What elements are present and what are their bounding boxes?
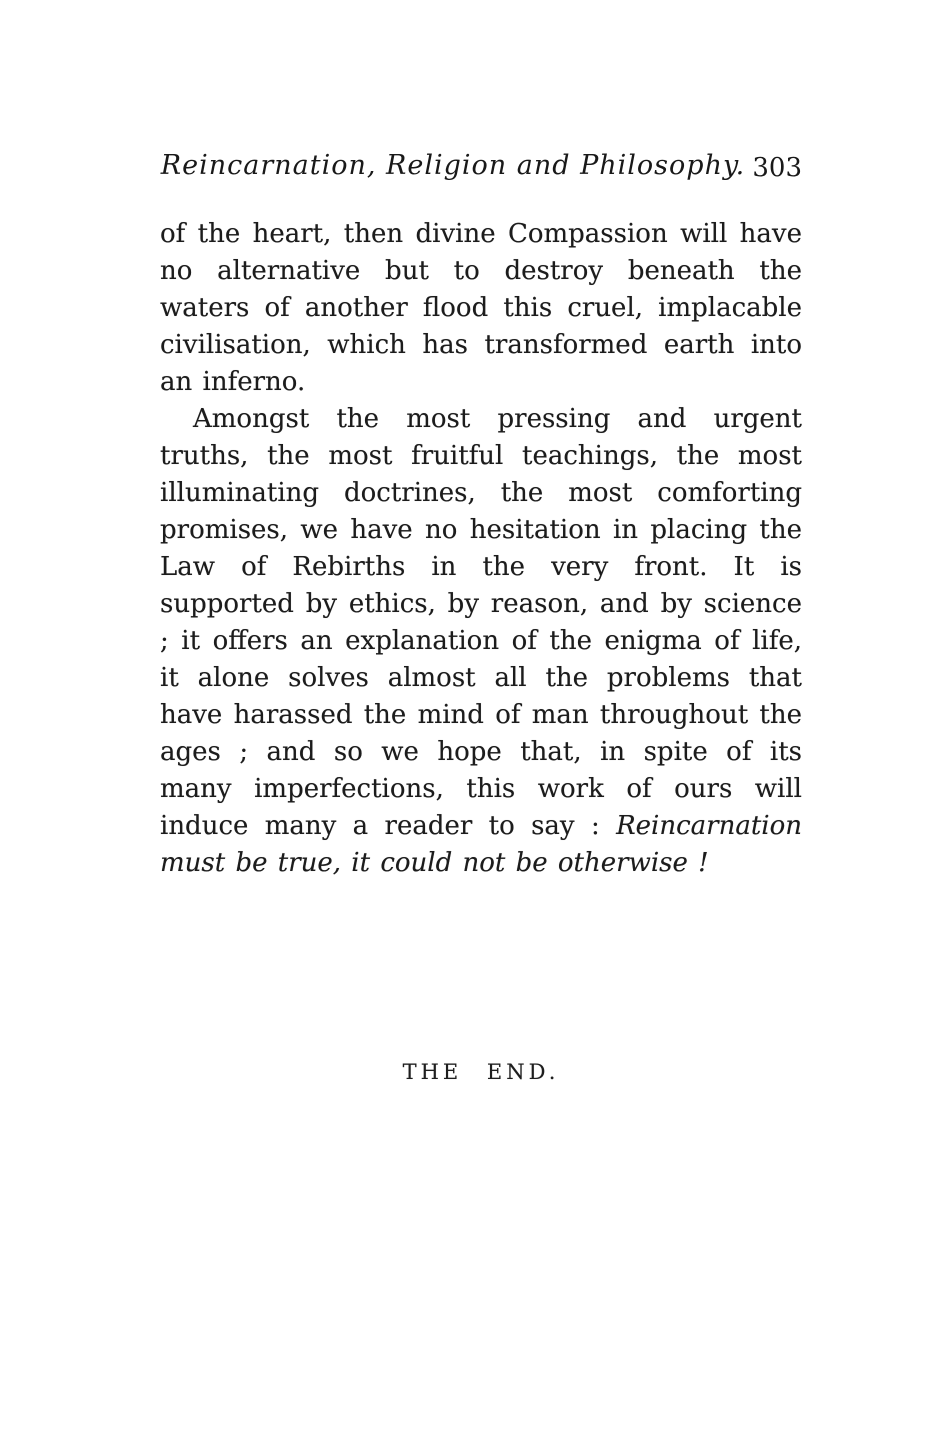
running-head <box>160 150 802 190</box>
paragraph-continuation <box>160 216 802 401</box>
paragraph-text: of the heart, then divine Compassion will have no alternative but to destroy beneath the waters of another flood this cruel, implacable civilisation, which has transformed earth into an inferno. <box>160 219 802 397</box>
paragraph-text-roman: Amongst the most pressing and urgent truths, the most fruitful teachings, the most illuminating doctrines, the most comforting promises, we have no hesitation in placing the Law of Rebirths in the very front. It is supported by ethics, by reason, and by science ; it offers an explanation of the enigma of life, it alone solves almost all the problems that have harassed the mind of man throughout the ages ; and so we hope that, in spite of its many imperfections, this work of ours will induce many a reader to say : <box>160 404 802 841</box>
the-end-mark: THE END. <box>402 1060 560 1084</box>
running-title: Reincarnation, Religion and Philosophy. <box>160 150 746 181</box>
page-number: 303 <box>752 153 802 183</box>
paragraph-closing <box>160 401 802 882</box>
text-block <box>160 150 802 1084</box>
paragraph-text-italic: Reincarnation must be true, it could not be otherwise ! <box>160 811 802 878</box>
